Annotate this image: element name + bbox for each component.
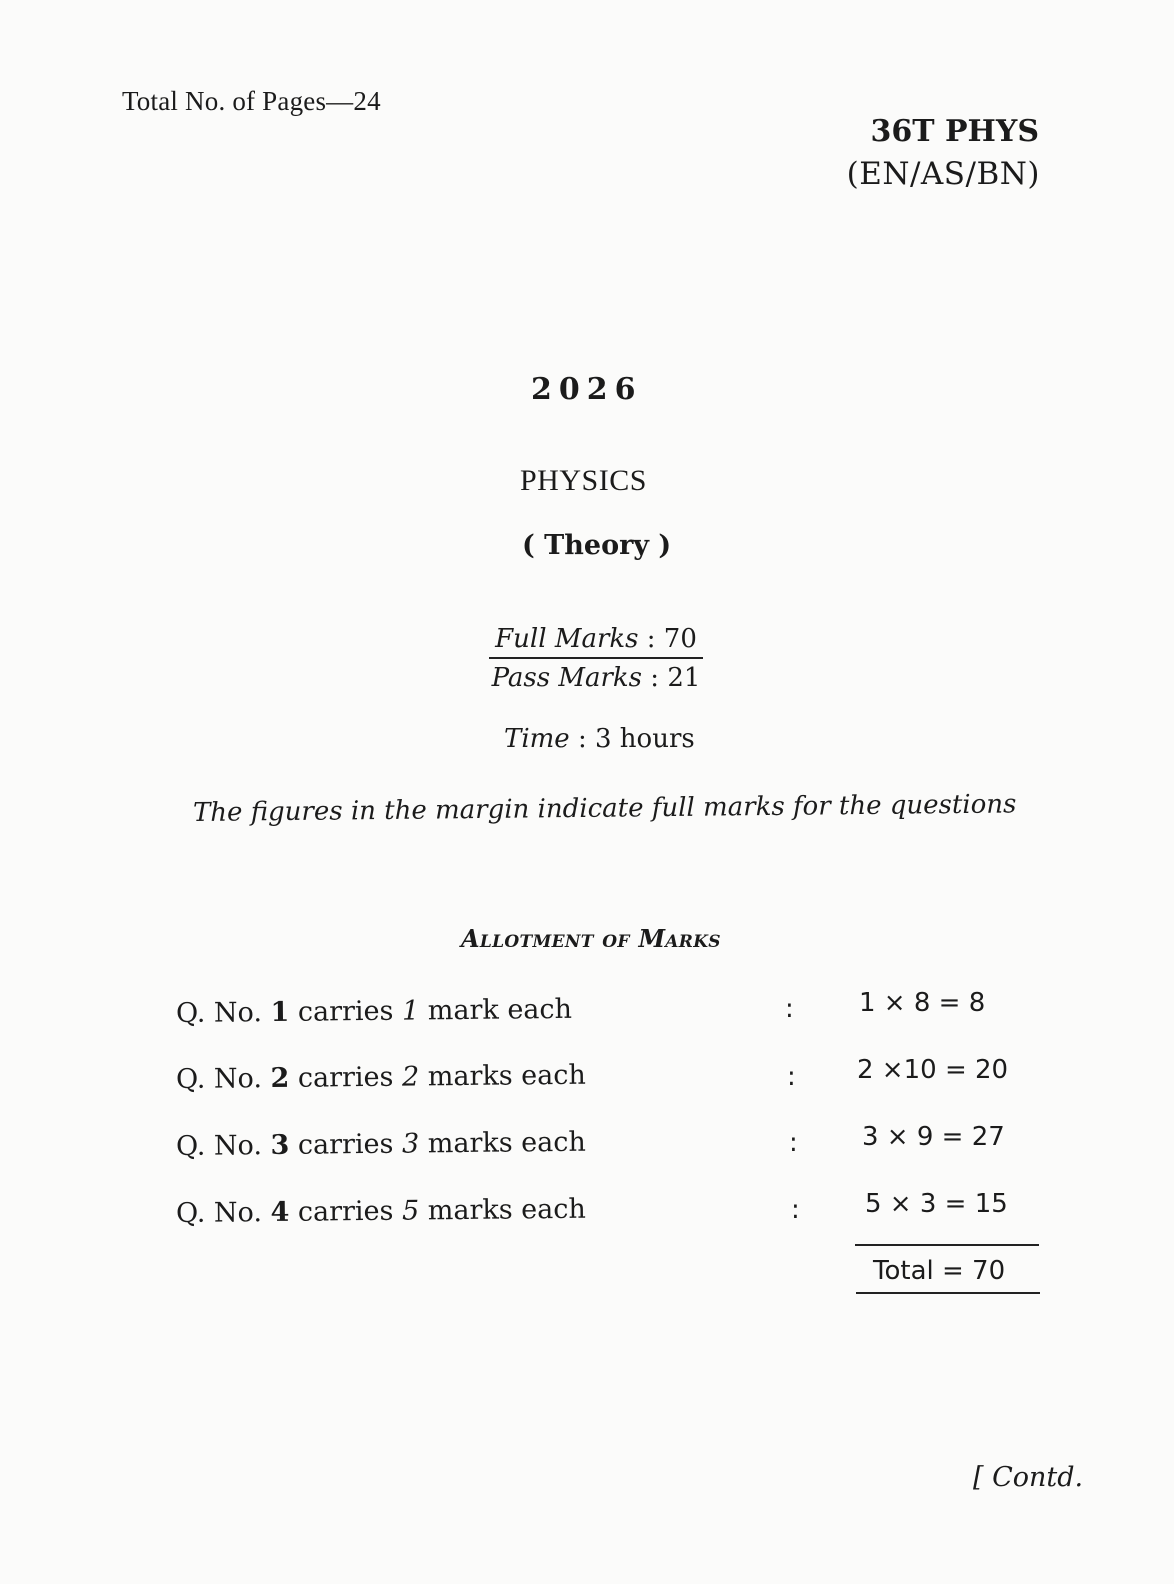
allotment-row-4 [176, 1194, 586, 1229]
marks-each: 5 [401, 1195, 420, 1227]
pass-marks [489, 661, 703, 695]
row-suffix: mark each [427, 993, 573, 1027]
allotment-row-1 [176, 994, 572, 1029]
instruction-text: The figures in the margin indicate full marks for the questions [192, 789, 1017, 828]
row-calculation: 2 ×10 = 20 [857, 1055, 1009, 1085]
row-calculation: 5 × 3 = 15 [865, 1189, 1008, 1219]
row-suffix: marks each [427, 1193, 586, 1227]
row-prefix: Q. No. [175, 997, 263, 1029]
marks-block [489, 622, 703, 695]
full-marks-label: Full Marks [495, 624, 639, 654]
row-carries: carries [297, 1128, 394, 1161]
marks-each: 2 [401, 1061, 420, 1093]
marks-each: 3 [401, 1128, 420, 1160]
full-marks [489, 622, 703, 656]
time-value: : 3 hours [577, 724, 695, 754]
paper-code: 36T PHYS [870, 114, 1039, 149]
paper-medium: (EN/AS/BN) [846, 156, 1040, 192]
question-number: 1 [270, 996, 290, 1029]
subject-title: PHYSICS [520, 464, 647, 497]
pass-marks-label: Pass Marks [491, 663, 643, 693]
question-number: 2 [270, 1062, 290, 1095]
row-prefix: Q. No. [175, 1130, 263, 1162]
row-prefix: Q. No. [175, 1063, 263, 1095]
row-carries: carries [297, 1061, 394, 1094]
row-colon: : [789, 1128, 798, 1158]
total-top-rule [855, 1244, 1039, 1246]
allotment-row-2 [176, 1060, 586, 1095]
row-calculation: 3 × 9 = 27 [862, 1122, 1005, 1152]
row-calculation: 1 × 8 = 8 [859, 988, 986, 1018]
contd-text: [ Contd. [973, 1462, 1084, 1493]
row-colon: : [791, 1195, 800, 1225]
row-carries: carries [297, 995, 394, 1028]
row-suffix: marks each [427, 1126, 586, 1160]
total-marks: Total = 70 [873, 1256, 1006, 1286]
time-label: Time [504, 724, 570, 754]
row-suffix: marks each [427, 1059, 586, 1093]
question-number: 3 [270, 1129, 290, 1162]
row-colon: : [787, 1062, 796, 1092]
marks-divider [489, 657, 703, 659]
exam-time [504, 724, 695, 754]
exam-year: 2026 [531, 372, 643, 407]
question-number: 4 [270, 1196, 290, 1229]
allotment-heading: Allotment of Marks [461, 924, 721, 953]
row-carries: carries [297, 1195, 394, 1228]
row-colon: : [785, 994, 794, 1024]
paper-type: ( Theory ) [522, 530, 672, 561]
allotment-row-3 [176, 1127, 586, 1162]
continued-marker [973, 1462, 1083, 1493]
pass-marks-value: : 21 [650, 663, 701, 693]
row-prefix: Q. No. [175, 1197, 263, 1229]
marks-each: 1 [401, 995, 420, 1027]
total-bottom-rule [856, 1292, 1040, 1294]
total-pages: Total No. of Pages—24 [122, 86, 381, 116]
full-marks-value: : 70 [646, 624, 697, 654]
